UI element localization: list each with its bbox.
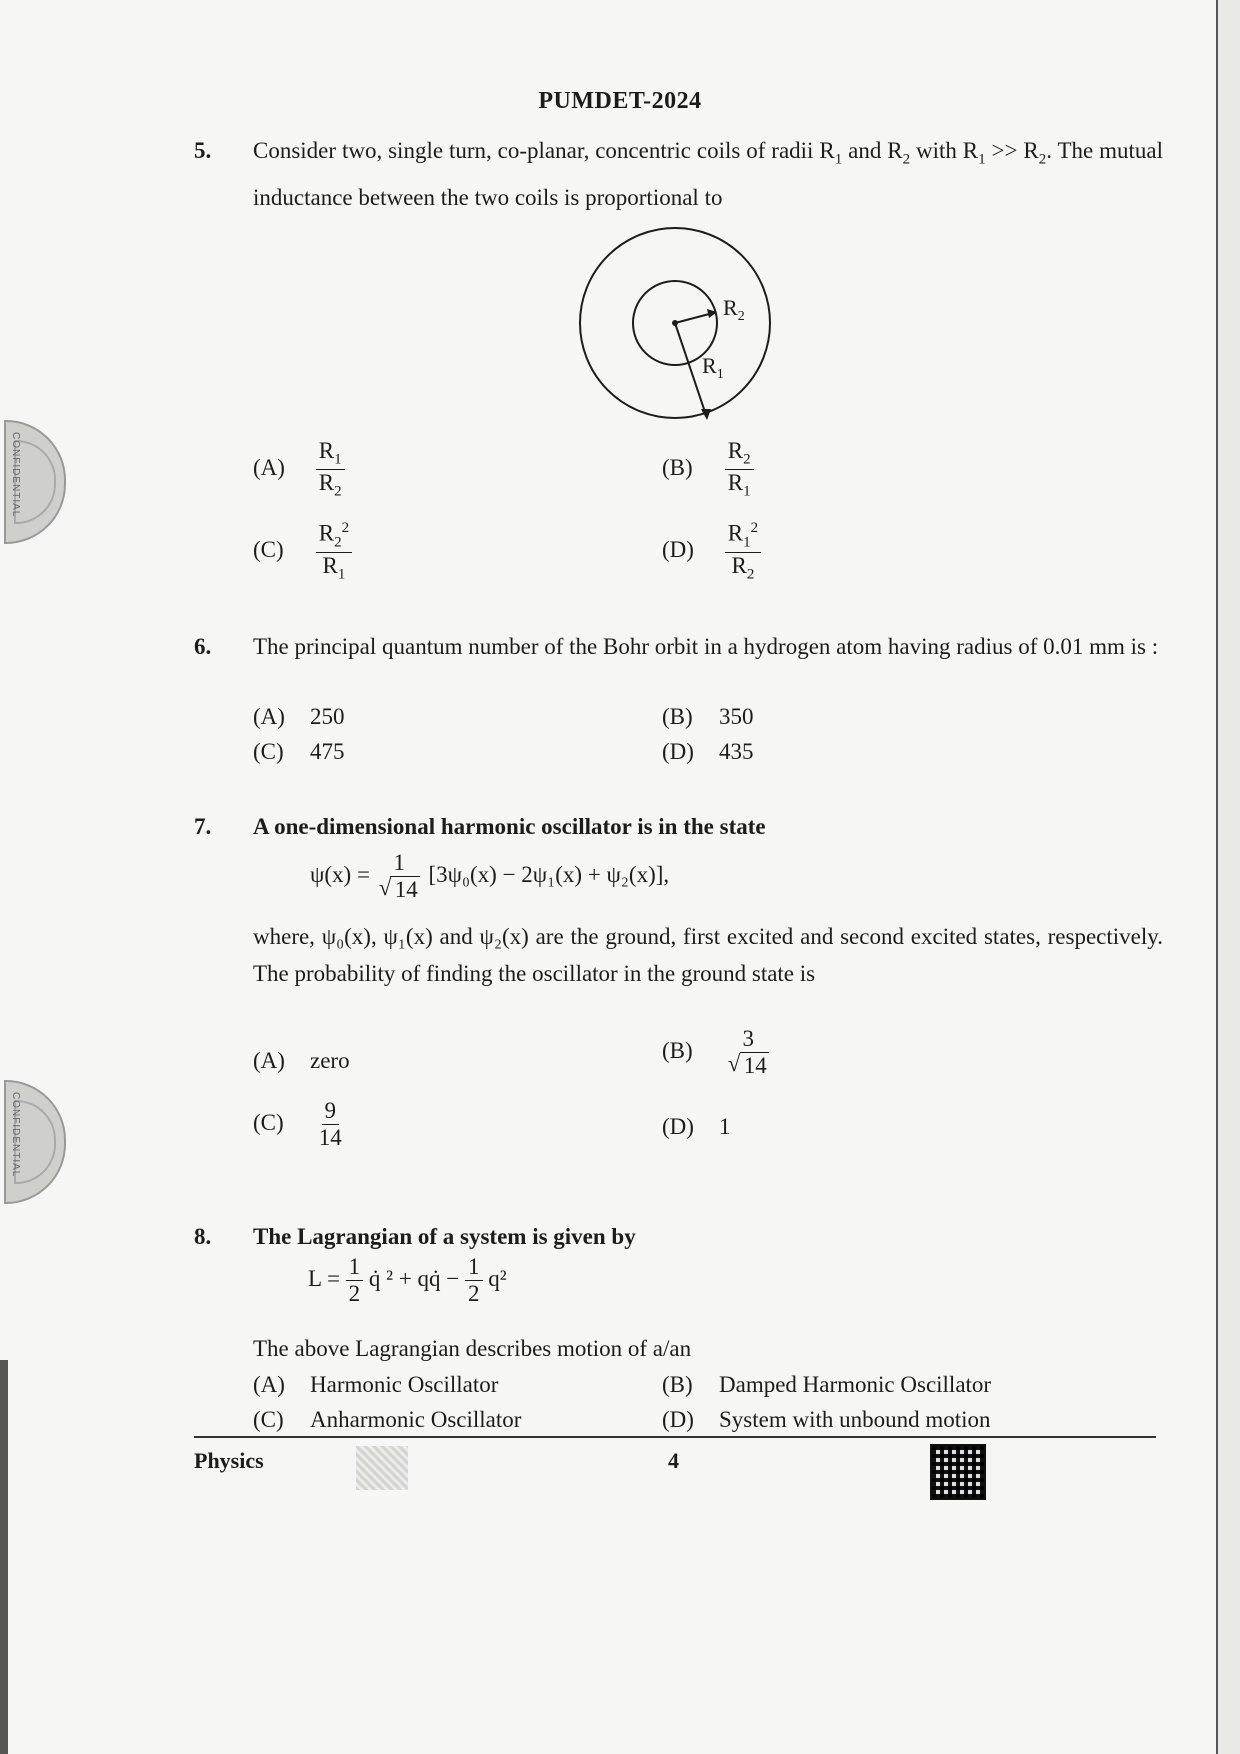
option-b[interactable]: (B) Damped Harmonic Oscillator (662, 1372, 992, 1397)
qr-code (930, 1444, 986, 1500)
concentric-coils-diagram (570, 225, 800, 435)
lagrangian-equation: L = $\frac{1}{2}$ q̇ ² + qq̇ − $\frac{1}{2}$ q² (308, 1254, 507, 1307)
option-b[interactable]: (B) 350 (662, 704, 754, 729)
option-b[interactable]: (B) $\frac{R_2}{R_1}$ (662, 438, 754, 501)
option-a[interactable]: (A) Harmonic Oscillator (253, 1372, 499, 1397)
option-a[interactable]: (A) 250 (253, 704, 345, 729)
label-r1: $R_1$ (702, 353, 724, 382)
question-text: The above Lagrangian describes motion of a/an (253, 1336, 692, 1361)
label-r2: $R_2$ (723, 295, 745, 324)
question-text: Consider two, single turn, co-planar, concentric coils of radii $R_1$ and $R_2$ with $R_1 >> R_2$. The mutual inductance between the two coils is proportional to (253, 138, 1163, 210)
option-c[interactable]: (C) $\frac{R_2^2}{R_1}$ (253, 520, 352, 583)
faded-qr-code (356, 1446, 408, 1490)
option-c[interactable]: (C) 475 (253, 739, 345, 764)
option-c[interactable]: (C) $\frac{9}{14}$ (253, 1098, 342, 1151)
confidential-stamp: CONFIDENTIAL (4, 1080, 66, 1204)
exam-header: PUMDET-2024 (538, 88, 702, 114)
question-number: 7. (194, 814, 212, 839)
option-b[interactable]: (B) 3 √ 14 (662, 1026, 772, 1080)
option-d[interactable]: (D) 435 (662, 739, 754, 764)
question-text: where, ψ₀(x), ψ₁(x) and ψ₂(x) are the ground, first excited and second excited states, respectively. The probability of finding the oscillator in the ground state is (253, 924, 1163, 986)
question-number: 5. (194, 138, 212, 163)
question-number: 8. (194, 1224, 212, 1249)
question-number: 6. (194, 634, 212, 659)
state-equation: ψ(x) = 1 √ 14 [3ψ₀(x) − 2ψ₁(x) + ψ₂(x)], (310, 850, 669, 904)
option-d[interactable]: (D) $\frac{R_1^2}{R_2}$ (662, 520, 761, 583)
footer-divider (194, 1436, 1156, 1438)
option-d[interactable]: (D) 1 (662, 1114, 731, 1139)
option-d[interactable]: (D) System with unbound motion (662, 1407, 991, 1432)
page-edge (1216, 0, 1240, 1754)
footer-subject: Physics (194, 1448, 264, 1473)
scan-edge (0, 1360, 8, 1754)
question-text: A one-dimensional harmonic oscillator is in the state (253, 814, 766, 839)
confidential-stamp: CONFIDENTIAL (4, 420, 66, 544)
page-number: 4 (668, 1448, 679, 1473)
option-a[interactable]: (A) $\frac{R_1}{R_2}$ (253, 438, 345, 501)
option-a[interactable]: (A) zero (253, 1048, 350, 1073)
radius-r2-arrow (675, 313, 713, 323)
question-text: The principal quantum number of the Bohr orbit in a hydrogen atom having radius of 0.01 mm is : (253, 634, 1159, 659)
option-c[interactable]: (C) Anharmonic Oscillator (253, 1407, 522, 1432)
question-text: The Lagrangian of a system is given by (253, 1224, 636, 1249)
